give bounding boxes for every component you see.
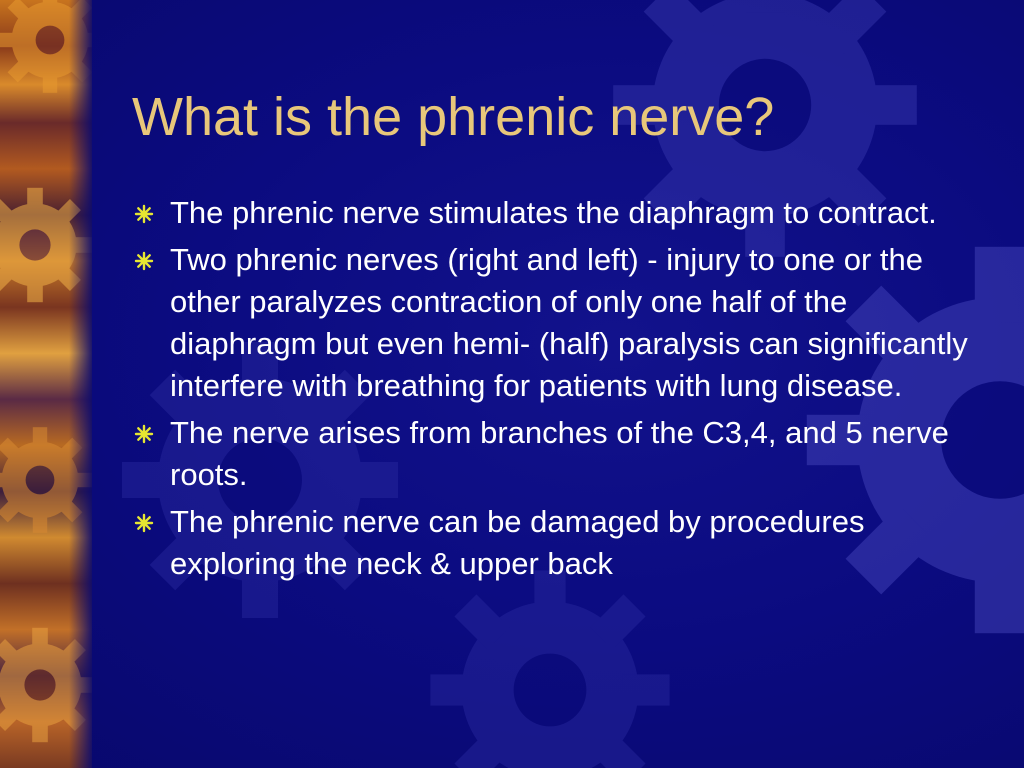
sunburst-bullet-icon bbox=[134, 513, 154, 533]
bullet-text: The phrenic nerve stimulates the diaphragm to contract. bbox=[170, 195, 937, 230]
slide-title: What is the phrenic nerve? bbox=[132, 87, 775, 147]
bullet-text: Two phrenic nerves (right and left) - injury to one or the other paralyzes contraction of only one half of the diaphragm but even hemi- (half) paralysis can significantly interfere with breathing for patients with lung disease. bbox=[170, 242, 968, 403]
background-gear-icon bbox=[420, 560, 680, 768]
sunburst-bullet-icon bbox=[134, 251, 154, 271]
bullet-item bbox=[134, 239, 984, 407]
bullet-text: The nerve arises from branches of the C3,4, and 5 nerve roots. bbox=[170, 415, 949, 492]
bullet-item bbox=[134, 192, 984, 234]
gear-icon bbox=[0, 620, 92, 750]
decorative-image-strip bbox=[0, 0, 92, 768]
sunburst-bullet-icon bbox=[134, 204, 154, 224]
bullet-item bbox=[134, 412, 984, 496]
bullet-item bbox=[134, 501, 984, 585]
bullet-list bbox=[134, 192, 984, 590]
bullet-text: The phrenic nerve can be damaged by procedures exploring the neck & upper back bbox=[170, 504, 865, 581]
gear-icon bbox=[0, 180, 92, 310]
sunburst-bullet-icon bbox=[134, 424, 154, 444]
gear-icon bbox=[0, 0, 92, 100]
gear-icon bbox=[0, 420, 92, 540]
